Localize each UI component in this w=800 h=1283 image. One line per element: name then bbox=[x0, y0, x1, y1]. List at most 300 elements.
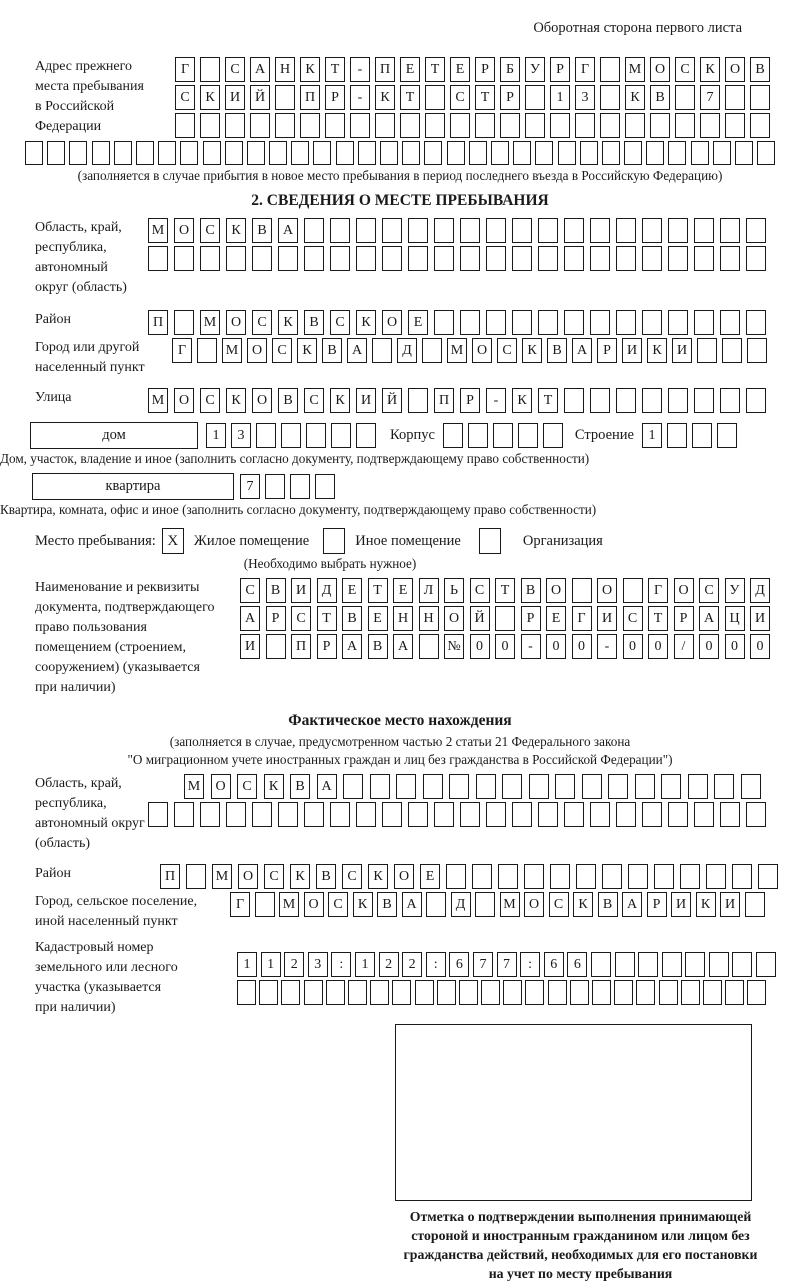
char-cell[interactable]: Й bbox=[250, 85, 270, 110]
char-cell[interactable]: 0 bbox=[750, 634, 770, 659]
char-cell[interactable] bbox=[174, 310, 194, 335]
char-cell[interactable]: О bbox=[650, 57, 670, 82]
char-cell[interactable] bbox=[714, 774, 734, 799]
char-cell[interactable] bbox=[331, 423, 351, 448]
char-cell[interactable]: И bbox=[240, 634, 260, 659]
char-cell[interactable] bbox=[336, 141, 354, 165]
char-cell[interactable] bbox=[550, 113, 570, 138]
char-cell[interactable]: С bbox=[200, 218, 220, 243]
char-cell[interactable]: О bbox=[247, 338, 267, 363]
char-cell[interactable] bbox=[628, 864, 648, 889]
char-cell[interactable] bbox=[720, 388, 740, 413]
char-cell[interactable] bbox=[650, 113, 670, 138]
char-cell[interactable]: 7 bbox=[497, 952, 517, 977]
char-cell[interactable] bbox=[306, 423, 326, 448]
char-cell[interactable] bbox=[720, 246, 740, 271]
char-cell[interactable] bbox=[426, 892, 446, 917]
char-cell[interactable]: 7 bbox=[700, 85, 720, 110]
char-cell[interactable]: С bbox=[342, 864, 362, 889]
char-cell[interactable]: П bbox=[375, 57, 395, 82]
char-cell[interactable] bbox=[667, 423, 687, 448]
char-cell[interactable]: Т bbox=[648, 606, 668, 631]
char-cell[interactable] bbox=[600, 85, 620, 110]
char-cell[interactable] bbox=[741, 774, 761, 799]
char-cell[interactable]: К bbox=[356, 310, 376, 335]
char-cell[interactable] bbox=[746, 310, 766, 335]
char-cell[interactable]: С bbox=[497, 338, 517, 363]
char-cell[interactable]: М bbox=[447, 338, 467, 363]
char-cell[interactable]: А bbox=[572, 338, 592, 363]
char-cell[interactable] bbox=[375, 113, 395, 138]
char-cell[interactable]: О bbox=[725, 57, 745, 82]
char-cell[interactable] bbox=[592, 980, 611, 1005]
char-cell[interactable] bbox=[681, 980, 700, 1005]
char-cell[interactable]: Й bbox=[382, 388, 402, 413]
char-cell[interactable]: А bbox=[342, 634, 362, 659]
char-cell[interactable]: Н bbox=[275, 57, 295, 82]
char-cell[interactable] bbox=[200, 57, 220, 82]
char-cell[interactable]: 6 bbox=[449, 952, 469, 977]
char-cell[interactable] bbox=[186, 864, 206, 889]
char-cell[interactable] bbox=[602, 864, 622, 889]
cadastral-row-2[interactable] bbox=[237, 980, 776, 1005]
char-cell[interactable] bbox=[642, 218, 662, 243]
char-cell[interactable]: С bbox=[304, 388, 324, 413]
char-cell[interactable] bbox=[700, 113, 720, 138]
char-cell[interactable] bbox=[237, 980, 256, 1005]
char-cell[interactable] bbox=[225, 113, 245, 138]
char-cell[interactable]: В bbox=[750, 57, 770, 82]
char-cell[interactable] bbox=[408, 218, 428, 243]
char-cell[interactable] bbox=[717, 423, 737, 448]
house-field-box[interactable]: дом bbox=[30, 422, 198, 449]
char-cell[interactable] bbox=[757, 141, 775, 165]
char-cell[interactable] bbox=[662, 952, 682, 977]
char-cell[interactable] bbox=[424, 141, 442, 165]
char-cell[interactable] bbox=[148, 246, 168, 271]
char-cell[interactable] bbox=[443, 423, 463, 448]
char-cell[interactable] bbox=[694, 246, 714, 271]
char-cell[interactable] bbox=[460, 218, 480, 243]
char-cell[interactable] bbox=[356, 246, 376, 271]
char-cell[interactable]: О bbox=[226, 310, 246, 335]
char-cell[interactable] bbox=[278, 246, 298, 271]
char-cell[interactable] bbox=[275, 113, 295, 138]
char-cell[interactable]: : bbox=[331, 952, 351, 977]
char-cell[interactable]: К bbox=[226, 218, 246, 243]
char-cell[interactable]: К bbox=[278, 310, 298, 335]
char-cell[interactable] bbox=[252, 246, 272, 271]
char-cell[interactable]: О bbox=[394, 864, 414, 889]
char-cell[interactable]: В bbox=[252, 218, 272, 243]
char-cell[interactable]: И bbox=[356, 388, 376, 413]
char-cell[interactable]: - bbox=[350, 85, 370, 110]
char-cell[interactable] bbox=[642, 802, 662, 827]
char-cell[interactable]: Р bbox=[521, 606, 541, 631]
char-cell[interactable] bbox=[495, 606, 515, 631]
char-cell[interactable]: С bbox=[264, 864, 284, 889]
char-cell[interactable] bbox=[330, 246, 350, 271]
char-cell[interactable]: Д bbox=[750, 578, 770, 603]
char-cell[interactable]: С bbox=[175, 85, 195, 110]
char-cell[interactable]: У bbox=[525, 57, 545, 82]
char-cell[interactable] bbox=[460, 802, 480, 827]
char-cell[interactable] bbox=[255, 892, 275, 917]
char-cell[interactable] bbox=[472, 864, 492, 889]
char-cell[interactable] bbox=[616, 218, 636, 243]
char-cell[interactable] bbox=[692, 423, 712, 448]
char-cell[interactable] bbox=[703, 980, 722, 1005]
char-cell[interactable] bbox=[706, 864, 726, 889]
char-cell[interactable]: И bbox=[622, 338, 642, 363]
char-cell[interactable] bbox=[659, 980, 678, 1005]
char-cell[interactable] bbox=[486, 246, 506, 271]
char-cell[interactable] bbox=[304, 218, 324, 243]
char-cell[interactable] bbox=[486, 802, 506, 827]
char-cell[interactable]: С bbox=[675, 57, 695, 82]
char-cell[interactable] bbox=[654, 864, 674, 889]
apartment-cells[interactable] bbox=[240, 474, 335, 499]
char-cell[interactable] bbox=[518, 423, 538, 448]
char-cell[interactable] bbox=[750, 85, 770, 110]
char-cell[interactable] bbox=[200, 802, 220, 827]
char-cell[interactable]: Р bbox=[550, 57, 570, 82]
char-cell[interactable] bbox=[564, 310, 584, 335]
char-cell[interactable] bbox=[600, 57, 620, 82]
char-cell[interactable] bbox=[725, 85, 745, 110]
char-cell[interactable] bbox=[747, 338, 767, 363]
char-cell[interactable]: С bbox=[549, 892, 569, 917]
char-cell[interactable]: К bbox=[522, 338, 542, 363]
char-cell[interactable]: О bbox=[252, 388, 272, 413]
char-cell[interactable]: Г bbox=[175, 57, 195, 82]
char-cell[interactable] bbox=[92, 141, 110, 165]
char-cell[interactable] bbox=[756, 952, 776, 977]
char-cell[interactable]: К bbox=[200, 85, 220, 110]
char-cell[interactable] bbox=[481, 980, 500, 1005]
char-cell[interactable] bbox=[590, 802, 610, 827]
char-cell[interactable]: О bbox=[238, 864, 258, 889]
char-cell[interactable] bbox=[348, 980, 367, 1005]
char-cell[interactable]: Р bbox=[597, 338, 617, 363]
char-cell[interactable]: К bbox=[353, 892, 373, 917]
char-cell[interactable] bbox=[475, 892, 495, 917]
char-cell[interactable]: М bbox=[222, 338, 242, 363]
char-cell[interactable] bbox=[635, 774, 655, 799]
char-cell[interactable] bbox=[732, 952, 752, 977]
char-cell[interactable] bbox=[616, 310, 636, 335]
char-cell[interactable]: О bbox=[546, 578, 566, 603]
char-cell[interactable]: - bbox=[597, 634, 617, 659]
stay-type-checkbox-other[interactable] bbox=[323, 528, 345, 554]
document-row-1[interactable] bbox=[240, 578, 770, 603]
char-cell[interactable]: С bbox=[291, 606, 311, 631]
char-cell[interactable] bbox=[174, 246, 194, 271]
char-cell[interactable] bbox=[529, 774, 549, 799]
char-cell[interactable]: Т bbox=[317, 606, 337, 631]
char-cell[interactable] bbox=[313, 141, 331, 165]
char-cell[interactable]: Е bbox=[342, 578, 362, 603]
char-cell[interactable] bbox=[564, 218, 584, 243]
char-cell[interactable] bbox=[425, 113, 445, 138]
char-cell[interactable]: Т bbox=[325, 57, 345, 82]
char-cell[interactable] bbox=[668, 141, 686, 165]
char-cell[interactable]: Е bbox=[400, 57, 420, 82]
char-cell[interactable] bbox=[423, 774, 443, 799]
char-cell[interactable] bbox=[538, 310, 558, 335]
char-cell[interactable]: М bbox=[148, 388, 168, 413]
char-cell[interactable]: У bbox=[725, 578, 745, 603]
char-cell[interactable]: 0 bbox=[725, 634, 745, 659]
prev-address-row-4[interactable] bbox=[25, 141, 800, 165]
char-cell[interactable]: Г bbox=[172, 338, 192, 363]
char-cell[interactable]: В bbox=[342, 606, 362, 631]
char-cell[interactable] bbox=[668, 388, 688, 413]
char-cell[interactable]: П bbox=[434, 388, 454, 413]
actual-region-row-1[interactable] bbox=[184, 774, 766, 799]
char-cell[interactable] bbox=[415, 980, 434, 1005]
prev-address-row-3[interactable] bbox=[175, 113, 770, 138]
city-row[interactable] bbox=[172, 338, 767, 363]
char-cell[interactable]: П bbox=[160, 864, 180, 889]
char-cell[interactable] bbox=[746, 246, 766, 271]
char-cell[interactable]: С bbox=[699, 578, 719, 603]
char-cell[interactable]: Н bbox=[393, 606, 413, 631]
char-cell[interactable] bbox=[713, 141, 731, 165]
apartment-field-box[interactable]: квартира bbox=[32, 473, 234, 500]
char-cell[interactable] bbox=[694, 218, 714, 243]
char-cell[interactable]: Г bbox=[572, 606, 592, 631]
char-cell[interactable] bbox=[623, 578, 643, 603]
char-cell[interactable]: 3 bbox=[308, 952, 328, 977]
char-cell[interactable]: 0 bbox=[495, 634, 515, 659]
char-cell[interactable] bbox=[636, 980, 655, 1005]
char-cell[interactable] bbox=[580, 141, 598, 165]
char-cell[interactable] bbox=[475, 113, 495, 138]
char-cell[interactable] bbox=[548, 980, 567, 1005]
char-cell[interactable] bbox=[616, 246, 636, 271]
char-cell[interactable] bbox=[468, 423, 488, 448]
char-cell[interactable]: : bbox=[520, 952, 540, 977]
char-cell[interactable]: И bbox=[720, 892, 740, 917]
char-cell[interactable]: 7 bbox=[240, 474, 260, 499]
char-cell[interactable] bbox=[148, 802, 168, 827]
prev-address-row-2[interactable] bbox=[175, 85, 770, 110]
char-cell[interactable]: П bbox=[300, 85, 320, 110]
char-cell[interactable] bbox=[402, 141, 420, 165]
char-cell[interactable] bbox=[646, 141, 664, 165]
char-cell[interactable] bbox=[746, 802, 766, 827]
char-cell[interactable] bbox=[382, 218, 402, 243]
char-cell[interactable] bbox=[503, 980, 522, 1005]
char-cell[interactable]: 2 bbox=[379, 952, 399, 977]
char-cell[interactable]: К bbox=[226, 388, 246, 413]
char-cell[interactable] bbox=[434, 802, 454, 827]
char-cell[interactable] bbox=[486, 310, 506, 335]
char-cell[interactable] bbox=[174, 802, 194, 827]
char-cell[interactable] bbox=[697, 338, 717, 363]
char-cell[interactable] bbox=[422, 338, 442, 363]
char-cell[interactable]: А bbox=[240, 606, 260, 631]
char-cell[interactable] bbox=[745, 892, 765, 917]
char-cell[interactable] bbox=[269, 141, 287, 165]
char-cell[interactable] bbox=[392, 980, 411, 1005]
char-cell[interactable] bbox=[512, 310, 532, 335]
char-cell[interactable] bbox=[396, 774, 416, 799]
char-cell[interactable]: А bbox=[622, 892, 642, 917]
char-cell[interactable] bbox=[591, 952, 611, 977]
char-cell[interactable] bbox=[315, 474, 335, 499]
char-cell[interactable] bbox=[525, 980, 544, 1005]
char-cell[interactable] bbox=[747, 980, 766, 1005]
char-cell[interactable] bbox=[278, 802, 298, 827]
char-cell[interactable] bbox=[69, 141, 87, 165]
char-cell[interactable] bbox=[114, 141, 132, 165]
char-cell[interactable]: С bbox=[470, 578, 490, 603]
char-cell[interactable] bbox=[675, 113, 695, 138]
char-cell[interactable] bbox=[570, 980, 589, 1005]
char-cell[interactable]: О bbox=[174, 218, 194, 243]
char-cell[interactable] bbox=[575, 113, 595, 138]
char-cell[interactable] bbox=[688, 774, 708, 799]
char-cell[interactable] bbox=[47, 141, 65, 165]
char-cell[interactable]: О bbox=[472, 338, 492, 363]
char-cell[interactable] bbox=[197, 338, 217, 363]
char-cell[interactable]: И bbox=[597, 606, 617, 631]
char-cell[interactable] bbox=[469, 141, 487, 165]
char-cell[interactable]: Р bbox=[475, 57, 495, 82]
char-cell[interactable]: 6 bbox=[544, 952, 564, 977]
char-cell[interactable] bbox=[616, 802, 636, 827]
char-cell[interactable] bbox=[281, 423, 301, 448]
char-cell[interactable] bbox=[691, 141, 709, 165]
char-cell[interactable] bbox=[638, 952, 658, 977]
char-cell[interactable]: Е bbox=[546, 606, 566, 631]
char-cell[interactable] bbox=[493, 423, 513, 448]
char-cell[interactable]: 2 bbox=[284, 952, 304, 977]
char-cell[interactable] bbox=[434, 310, 454, 335]
char-cell[interactable]: О bbox=[524, 892, 544, 917]
char-cell[interactable]: С bbox=[623, 606, 643, 631]
char-cell[interactable] bbox=[709, 952, 729, 977]
char-cell[interactable]: А bbox=[278, 218, 298, 243]
char-cell[interactable] bbox=[680, 864, 700, 889]
char-cell[interactable]: Т bbox=[425, 57, 445, 82]
district-row[interactable] bbox=[148, 310, 766, 335]
char-cell[interactable] bbox=[600, 113, 620, 138]
char-cell[interactable] bbox=[437, 980, 456, 1005]
char-cell[interactable] bbox=[642, 310, 662, 335]
document-row-3[interactable] bbox=[240, 634, 770, 659]
char-cell[interactable] bbox=[356, 423, 376, 448]
char-cell[interactable] bbox=[642, 246, 662, 271]
char-cell[interactable] bbox=[460, 246, 480, 271]
actual-district-row[interactable] bbox=[160, 864, 778, 889]
char-cell[interactable]: К bbox=[375, 85, 395, 110]
char-cell[interactable] bbox=[538, 802, 558, 827]
char-cell[interactable]: Д bbox=[397, 338, 417, 363]
char-cell[interactable]: Р bbox=[500, 85, 520, 110]
char-cell[interactable] bbox=[450, 113, 470, 138]
street-row[interactable] bbox=[148, 388, 766, 413]
char-cell[interactable] bbox=[281, 980, 300, 1005]
char-cell[interactable]: М bbox=[184, 774, 204, 799]
char-cell[interactable]: О bbox=[382, 310, 402, 335]
char-cell[interactable]: С bbox=[240, 578, 260, 603]
char-cell[interactable] bbox=[590, 310, 610, 335]
char-cell[interactable] bbox=[203, 141, 221, 165]
char-cell[interactable] bbox=[502, 774, 522, 799]
char-cell[interactable]: К bbox=[573, 892, 593, 917]
char-cell[interactable]: Т bbox=[400, 85, 420, 110]
char-cell[interactable] bbox=[512, 218, 532, 243]
char-cell[interactable] bbox=[400, 113, 420, 138]
char-cell[interactable]: К bbox=[368, 864, 388, 889]
char-cell[interactable] bbox=[512, 246, 532, 271]
char-cell[interactable] bbox=[694, 388, 714, 413]
char-cell[interactable]: 1 bbox=[642, 423, 662, 448]
char-cell[interactable]: О bbox=[211, 774, 231, 799]
char-cell[interactable]: Р bbox=[460, 388, 480, 413]
char-cell[interactable] bbox=[725, 113, 745, 138]
char-cell[interactable] bbox=[382, 246, 402, 271]
char-cell[interactable]: 0 bbox=[546, 634, 566, 659]
char-cell[interactable] bbox=[200, 246, 220, 271]
char-cell[interactable]: В bbox=[377, 892, 397, 917]
char-cell[interactable]: И bbox=[672, 338, 692, 363]
char-cell[interactable] bbox=[615, 952, 635, 977]
char-cell[interactable]: С bbox=[225, 57, 245, 82]
char-cell[interactable]: 7 bbox=[473, 952, 493, 977]
char-cell[interactable]: О bbox=[174, 388, 194, 413]
char-cell[interactable]: К bbox=[297, 338, 317, 363]
char-cell[interactable]: В bbox=[290, 774, 310, 799]
char-cell[interactable]: Т bbox=[368, 578, 388, 603]
char-cell[interactable]: 1 bbox=[550, 85, 570, 110]
char-cell[interactable]: 0 bbox=[699, 634, 719, 659]
char-cell[interactable]: - bbox=[350, 57, 370, 82]
char-cell[interactable]: Л bbox=[419, 578, 439, 603]
char-cell[interactable] bbox=[720, 218, 740, 243]
char-cell[interactable] bbox=[616, 388, 636, 413]
char-cell[interactable]: М bbox=[500, 892, 520, 917]
char-cell[interactable] bbox=[564, 246, 584, 271]
char-cell[interactable] bbox=[491, 141, 509, 165]
char-cell[interactable]: А bbox=[393, 634, 413, 659]
char-cell[interactable]: С bbox=[328, 892, 348, 917]
char-cell[interactable] bbox=[380, 141, 398, 165]
char-cell[interactable] bbox=[625, 113, 645, 138]
char-cell[interactable]: А bbox=[699, 606, 719, 631]
char-cell[interactable] bbox=[582, 774, 602, 799]
char-cell[interactable]: С bbox=[200, 388, 220, 413]
char-cell[interactable]: А bbox=[347, 338, 367, 363]
char-cell[interactable]: С bbox=[330, 310, 350, 335]
char-cell[interactable]: П bbox=[291, 634, 311, 659]
cadastral-row-1[interactable] bbox=[237, 952, 776, 977]
char-cell[interactable]: 1 bbox=[237, 952, 257, 977]
char-cell[interactable] bbox=[735, 141, 753, 165]
korpus-cells[interactable] bbox=[443, 423, 563, 448]
char-cell[interactable]: И bbox=[671, 892, 691, 917]
char-cell[interactable]: 3 bbox=[231, 423, 251, 448]
char-cell[interactable]: Н bbox=[419, 606, 439, 631]
char-cell[interactable]: И bbox=[750, 606, 770, 631]
char-cell[interactable]: В bbox=[368, 634, 388, 659]
char-cell[interactable] bbox=[356, 218, 376, 243]
char-cell[interactable]: К bbox=[647, 338, 667, 363]
prev-address-row-1[interactable] bbox=[175, 57, 770, 82]
